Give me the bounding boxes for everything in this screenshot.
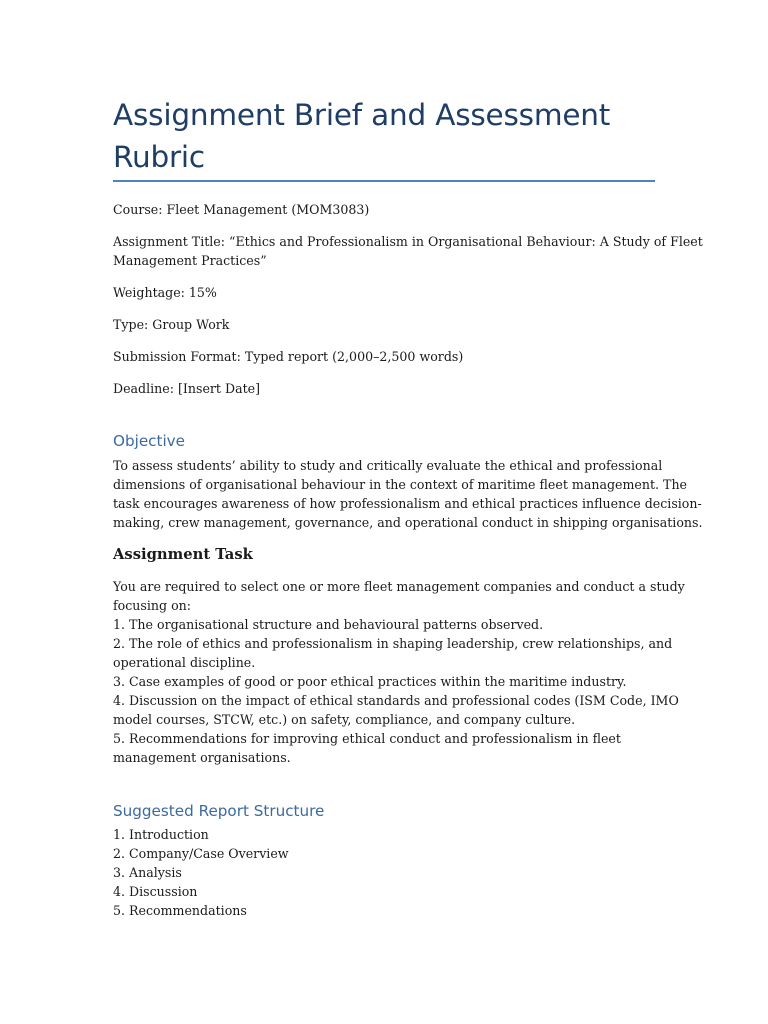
structure-item: 5. Recommendations — [113, 903, 247, 918]
objective-line: To assess students’ ability to study and critically evaluate the ethical and professional — [113, 458, 663, 473]
assignment-task-heading: Assignment Task — [113, 546, 253, 563]
task-line: operational discipline. — [113, 655, 256, 670]
report-structure-heading: Suggested Report Structure — [113, 802, 325, 820]
type-line: Type: Group Work — [113, 317, 230, 332]
structure-item: 4. Discussion — [113, 884, 198, 899]
structure-item: 2. Company/Case Overview — [113, 846, 289, 861]
structure-item: 1. Introduction — [113, 827, 209, 842]
assignment-title-line-1: Assignment Title: “Ethics and Professionalism in Organisational Behaviour: A Study of Fleet — [113, 234, 703, 249]
task-line: 5. Recommendations for improving ethical conduct and professionalism in fleet — [113, 731, 621, 746]
objective-line: making, crew management, governance, and operational conduct in shipping organisations. — [113, 515, 703, 530]
task-line: 4. Discussion on the impact of ethical standards and professional codes (ISM Code, IMO — [113, 693, 679, 708]
objective-paragraph — [113, 456, 703, 532]
objective-heading: Objective — [113, 432, 186, 450]
task-line: 2. The role of ethics and professionalism in shaping leadership, crew relationships, and — [113, 636, 673, 651]
deadline-line: Deadline: [Insert Date] — [113, 381, 261, 396]
objective-line: dimensions of organisational behaviour in the context of maritime fleet management. The — [113, 477, 688, 492]
task-line: 3. Case examples of good or poor ethical practices within the maritime industry. — [113, 674, 627, 689]
task-line: focusing on: — [113, 598, 192, 613]
report-structure-list — [113, 825, 655, 920]
submission-format-line: Submission Format: Typed report (2,000–2,500 words) — [113, 349, 464, 364]
objective-line: task encourages awareness of how professionalism and ethical practices influence decision- — [113, 496, 702, 511]
assignment-title-line — [113, 232, 703, 270]
document-title — [113, 94, 655, 178]
task-line: You are required to select one or more fleet management companies and conduct a study — [113, 579, 685, 594]
title-line-1: Assignment Brief and Assessment — [113, 98, 611, 132]
title-line-2: Rubric — [113, 140, 205, 174]
assignment-task-body — [113, 577, 685, 767]
task-line: model courses, STCW, etc.) on safety, compliance, and company culture. — [113, 712, 576, 727]
weightage-line: Weightage: 15% — [113, 285, 217, 300]
task-line: management organisations. — [113, 750, 291, 765]
task-line: 1. The organisational structure and behavioural patterns observed. — [113, 617, 544, 632]
assignment-title-line-2: Management Practices” — [113, 253, 267, 268]
course-line: Course: Fleet Management (MOM3083) — [113, 202, 370, 217]
structure-item: 3. Analysis — [113, 865, 182, 880]
title-underline — [113, 180, 655, 182]
